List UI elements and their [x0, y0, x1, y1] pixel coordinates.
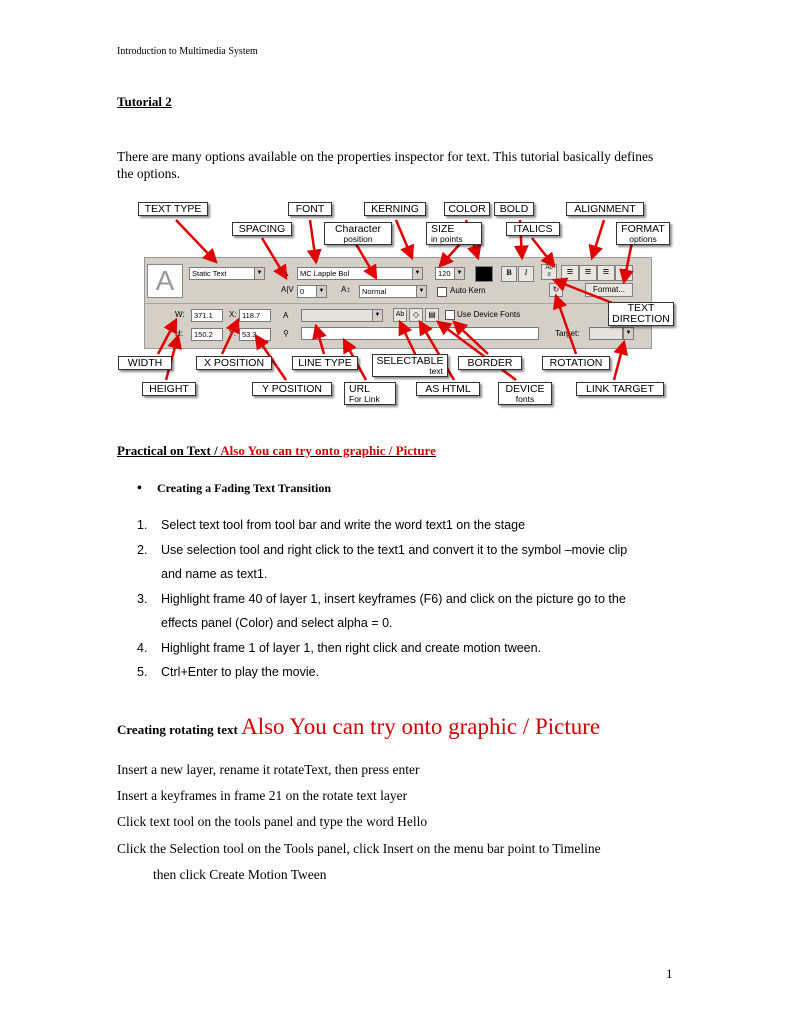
italic-button[interactable]: I — [518, 266, 534, 282]
callout-y-position: Y POSITION — [252, 382, 332, 396]
callout-arrows — [116, 196, 676, 412]
callout-device-label: DEVICE — [505, 383, 545, 395]
chevron-down-icon[interactable]: ▼ — [372, 309, 383, 322]
text-direction-icon[interactable]: Ab ≡ — [541, 264, 557, 280]
link-icon: ⚲ — [283, 329, 289, 338]
border-icon[interactable]: ▤ — [425, 308, 439, 322]
callout-border: BORDER — [458, 356, 522, 370]
practical-heading-red: Also You can try onto graphic / Picture — [220, 443, 436, 458]
page-header: Introduction to Multimedia System — [117, 46, 258, 57]
callout-character — [324, 222, 392, 245]
list-item — [117, 562, 717, 587]
callout-line-type: LINE TYPE — [292, 356, 358, 370]
step-number: 3. — [137, 591, 148, 606]
step-text: Highlight frame 1 of layer 1, then right click and create motion tween. — [161, 640, 542, 655]
w-label: W: — [175, 310, 185, 319]
practical-heading — [117, 443, 436, 459]
callout-format-sub: options — [629, 234, 657, 244]
callout-character-label: Character — [334, 223, 382, 235]
h-label: H: — [175, 329, 183, 338]
align-center-icon[interactable]: ≡ — [579, 265, 597, 281]
step-text: Highlight frame 40 of layer 1, insert keyframes (F6) and click on the picture go to the — [161, 591, 626, 606]
rotating-heading-red: Also You can try onto graphic / Picture — [241, 714, 601, 739]
width-field[interactable]: 371.1 — [191, 309, 223, 322]
device-fonts-label: Use Device Fonts — [457, 310, 521, 319]
callout-selectable — [372, 354, 448, 377]
step-text: Select text tool from tool bar and write the word text1 on the stage — [161, 518, 526, 532]
step-number: 5. — [137, 665, 148, 679]
target-label: Target: — [555, 329, 580, 338]
properties-inspector-figure — [116, 196, 676, 412]
y-field[interactable]: 53.3 — [239, 328, 271, 341]
step-number: 1. — [137, 518, 148, 532]
char-position-select[interactable]: Normal — [359, 285, 417, 298]
list-item — [117, 636, 717, 661]
rotating-heading — [117, 714, 600, 740]
x-label: X: — [229, 310, 237, 319]
callout-as-html: AS HTML — [416, 382, 480, 396]
callout-size — [426, 222, 482, 245]
callout-link-target: LINK TARGET — [576, 382, 664, 396]
step-text: Ctrl+Enter to play the movie. — [161, 665, 320, 679]
selectable-icon[interactable]: Ab — [393, 308, 407, 322]
callout-selectable-sub: text — [429, 366, 443, 376]
align-justify-icon[interactable]: ≡ — [615, 265, 633, 281]
rotating-line: Insert a new layer, rename it rotateText, then press enter — [117, 762, 420, 777]
auto-kern-label: Auto Kern — [450, 286, 486, 295]
callout-format — [616, 222, 670, 245]
callout-text-direction: TEXT DIRECTION — [608, 302, 674, 326]
rotating-line: Click text tool on the tools panel and type the word Hello — [117, 814, 428, 829]
height-field[interactable]: 150.2 — [191, 328, 223, 341]
callout-url-sub: For Link — [349, 394, 380, 404]
rotation-icon[interactable]: ↻ — [549, 283, 563, 297]
y-label: Y: — [229, 329, 237, 338]
text-type-select[interactable]: Static Text — [189, 267, 257, 280]
font-icon: A — [281, 267, 289, 279]
step-number: 2. — [137, 542, 148, 557]
text-tool-icon: A — [147, 264, 183, 298]
bullet-item — [137, 481, 331, 497]
callout-device-sub: fonts — [515, 394, 535, 404]
x-field[interactable]: 118.7 — [239, 309, 271, 322]
callout-size-sub: in points — [431, 234, 463, 244]
bold-button[interactable]: B — [501, 266, 517, 282]
callout-italics: ITALICS — [506, 222, 560, 236]
chevron-down-icon[interactable]: ▼ — [416, 285, 427, 298]
callout-format-label: FORMAT — [621, 223, 665, 235]
spacing-icon: A|V — [281, 285, 294, 294]
callout-character-sub: position — [343, 234, 373, 244]
chevron-down-icon[interactable]: ▼ — [316, 285, 327, 298]
bullet-text: Creating a Fading Text Transition — [157, 481, 332, 495]
step-text: Use selection tool and right click to the text1 and convert it to the symbol –movie clip — [161, 542, 628, 557]
list-item — [117, 513, 717, 538]
format-button[interactable]: Format... — [585, 283, 633, 297]
list-item — [117, 538, 717, 563]
callout-text-type: TEXT TYPE — [138, 202, 208, 216]
callout-font: FONT — [288, 202, 332, 216]
bullet-icon: • — [137, 481, 142, 496]
callout-color: COLOR — [444, 202, 490, 216]
chevron-down-icon[interactable]: ▼ — [623, 327, 634, 340]
align-right-icon[interactable]: ≡ — [597, 265, 615, 281]
list-item — [117, 660, 717, 685]
page-number: 1 — [666, 966, 673, 981]
callout-rotation: ROTATION — [542, 356, 610, 370]
rotating-line: Click the Selection tool on the Tools panel, click Insert on the menu bar point to Timeline — [117, 841, 601, 856]
page-title: Tutorial 2 — [117, 94, 172, 109]
practical-heading-text: Practical on Text / — [117, 443, 221, 458]
callout-kerning: KERNING — [364, 202, 426, 216]
callout-selectable-label: SELECTABLE — [376, 355, 444, 367]
callout-alignment: ALIGNMENT — [566, 202, 644, 216]
step-text: effects panel (Color) and select alpha = 0. — [161, 616, 393, 630]
callout-url-label: URL — [349, 383, 371, 395]
callout-size-label: SIZE — [431, 223, 455, 235]
callout-spacing: SPACING — [232, 222, 292, 236]
rotating-line: Insert a keyframes in frame 21 on the rotate text layer — [117, 788, 408, 803]
callout-height: HEIGHT — [142, 382, 196, 396]
callout-x-position: X POSITION — [196, 356, 272, 370]
rotating-line: then click Create Motion Tween — [153, 867, 327, 882]
line-type-icon: A — [283, 311, 289, 320]
align-left-icon[interactable]: ≡ — [561, 265, 579, 281]
callout-width: WIDTH — [118, 356, 172, 370]
rotating-heading-text: Creating rotating text — [117, 722, 242, 737]
callout-bold: BOLD — [494, 202, 534, 216]
list-item — [117, 611, 717, 636]
html-icon[interactable]: ◇ — [409, 308, 423, 322]
chevron-down-icon[interactable]: ▼ — [254, 267, 265, 280]
font-size-field[interactable]: 120 — [435, 267, 455, 280]
callout-device — [498, 382, 552, 405]
chevron-down-icon[interactable]: ▼ — [454, 267, 465, 280]
list-item — [117, 587, 717, 612]
chevron-down-icon[interactable]: ▼ — [412, 267, 423, 280]
char-position-icon: A↕ — [341, 285, 351, 294]
steps-list — [117, 513, 717, 685]
step-text: and name as text1. — [161, 567, 268, 581]
font-select[interactable]: MC Lapple Bol — [297, 267, 413, 280]
callout-url — [344, 382, 396, 405]
intro-paragraph: There are many options available on the properties inspector for text. This tutorial basically defines the options. — [117, 149, 654, 181]
step-number: 4. — [137, 640, 148, 655]
spacing-field[interactable]: 0 — [297, 285, 317, 298]
